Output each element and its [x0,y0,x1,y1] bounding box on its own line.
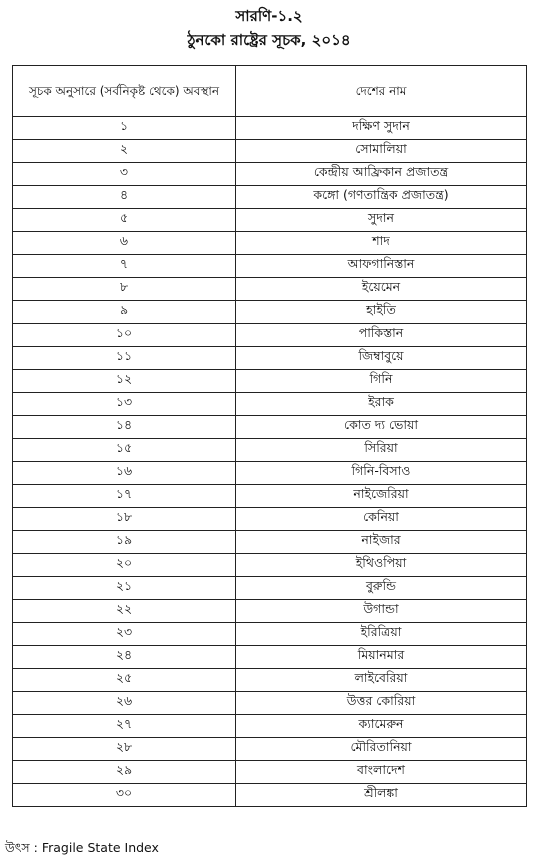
country-cell: পাকিস্তান [236,324,527,347]
table-row [13,669,527,692]
header-rank: সূচক অনুসারে (সর্বনিকৃষ্ট থেকে) অবস্থান [13,66,236,117]
country-cell: দক্ষিণ সুদান [236,117,527,140]
table-row [13,531,527,554]
country-cell: ক্যামেরুন [236,715,527,738]
rank-cell: ১২ [13,370,236,393]
rank-cell: ২৮ [13,738,236,761]
country-cell: কেন্দ্রীয় আফ্রিকান প্রজাতন্ত্র [236,163,527,186]
table-row [13,301,527,324]
rank-cell: ১৮ [13,508,236,531]
country-cell: কেনিয়া [236,508,527,531]
table-row [13,140,527,163]
header-country: দেশের নাম [236,66,527,117]
rank-cell: ২৪ [13,646,236,669]
country-cell: আফগানিস্তান [236,255,527,278]
table-row [13,738,527,761]
table-header-row [13,66,527,117]
table-row [13,232,527,255]
table-row [13,416,527,439]
table-row [13,577,527,600]
rank-cell: ১৫ [13,439,236,462]
rank-cell: ১৪ [13,416,236,439]
country-cell: শাদ [236,232,527,255]
country-cell: নাইজেরিয়া [236,485,527,508]
rank-cell: ৫ [13,209,236,232]
country-cell: গিনি [236,370,527,393]
table-row [13,439,527,462]
table-caption: সারণি-১.২ [235,7,303,25]
rank-cell: ১৬ [13,462,236,485]
country-cell: ইরাক [236,393,527,416]
table-title: ঠুনকো রাষ্ট্রের সূচক, ২০১৪ [187,31,351,49]
rank-cell: ২ [13,140,236,163]
country-cell: নাইজার [236,531,527,554]
table-row [13,508,527,531]
country-cell: বুরুন্ডি [236,577,527,600]
country-cell: কোত দ্য ভোয়া [236,416,527,439]
country-cell: বাংলাদেশ [236,761,527,784]
country-cell: মিয়ানমার [236,646,527,669]
table-row [13,163,527,186]
country-cell: শ্রীলঙ্কা [236,784,527,807]
rank-cell: ২২ [13,600,236,623]
country-cell: ইরিত্রিয়া [236,623,527,646]
country-cell: জিম্বাবুয়ে [236,347,527,370]
table-row [13,117,527,140]
rank-cell: ২৭ [13,715,236,738]
table-row [13,715,527,738]
table-row [13,554,527,577]
rank-cell: ২১ [13,577,236,600]
table-row [13,255,527,278]
rank-cell: ২৫ [13,669,236,692]
rank-cell: ৩০ [13,784,236,807]
rank-cell: ৪ [13,186,236,209]
rank-cell: ১৭ [13,485,236,508]
table-row [13,278,527,301]
rank-cell: ১ [13,117,236,140]
table-row [13,370,527,393]
table-row [13,692,527,715]
table-row [13,462,527,485]
rank-cell: ৬ [13,232,236,255]
table-row [13,784,527,807]
country-cell: গিনি-বিসাও [236,462,527,485]
rank-cell: ২৩ [13,623,236,646]
country-cell: উগান্ডা [236,600,527,623]
table-row [13,347,527,370]
country-cell: হাইতি [236,301,527,324]
rank-cell: ১৯ [13,531,236,554]
country-cell: সুদান [236,209,527,232]
source-note: উৎস : Fragile State Index [5,840,159,855]
country-cell: লাইবেরিয়া [236,669,527,692]
rank-cell: ৮ [13,278,236,301]
country-cell: সিরিয়া [236,439,527,462]
table-row [13,209,527,232]
country-cell: ইয়েমেন [236,278,527,301]
table-row [13,600,527,623]
rank-cell: ৩ [13,163,236,186]
rank-cell: ২৯ [13,761,236,784]
rank-cell: ১৩ [13,393,236,416]
rank-cell: ২০ [13,554,236,577]
table-row [13,393,527,416]
country-cell: ইথিওপিয়া [236,554,527,577]
rank-cell: ১০ [13,324,236,347]
country-cell: সোমালিয়া [236,140,527,163]
country-cell: উত্তর কোরিয়া [236,692,527,715]
table-row [13,761,527,784]
table-row [13,485,527,508]
table-row [13,324,527,347]
table-row [13,623,527,646]
table-row [13,186,527,209]
rank-cell: ২৬ [13,692,236,715]
table-row [13,646,527,669]
rank-cell: ৭ [13,255,236,278]
fragile-state-table [12,65,527,807]
rank-cell: ১১ [13,347,236,370]
country-cell: কঙ্গো (গণতান্ত্রিক প্রজাতন্ত্র) [236,186,527,209]
rank-cell: ৯ [13,301,236,324]
country-cell: মৌরিতানিয়া [236,738,527,761]
